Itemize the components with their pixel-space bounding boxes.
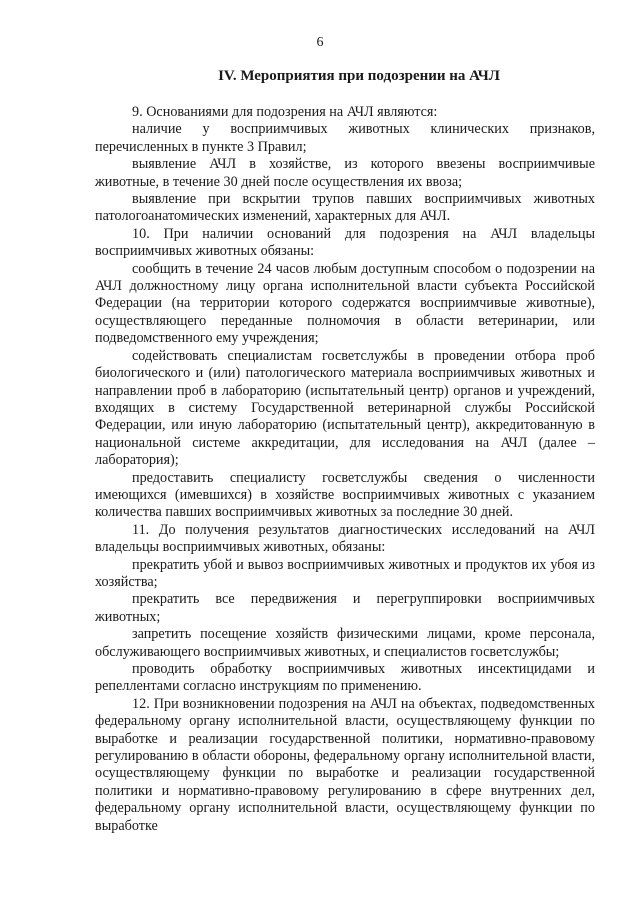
paragraph: сообщить в течение 24 часов любым доступным способом о подозрении на АЧЛ должностному лицу органа исполнительной власти субъекта Российской Федерации (на территории которого содержатся восприимчивые животные), осуществляющего переданные полномочия в области ветеринарии, или подведомственного ему учреждения; — [95, 260, 595, 347]
paragraph: 11. До получения результатов диагностических исследований на АЧЛ владельцы восприимчивых животных, обязаны: — [95, 521, 595, 556]
document-body — [95, 104, 595, 835]
paragraph: прекратить убой и вывоз восприимчивых животных и продуктов их убоя из хозяйства; — [95, 556, 595, 590]
paragraph: содействовать специалистам госветслужбы в проведении отбора проб биологического и (или) патологического материала восприимчивых животных и направлении проб в лабораторию (испытательный центр) органов и учреждений, входящих в систему Государственной ветеринарной службы Российской Федерации, или иную лабораторию (испытательный центр), аккредитованную в национальной системе аккредитации, для исследования на АЧЛ (далее – лаборатория); — [95, 347, 595, 469]
paragraph: проводить обработку восприимчивых животных инсектицидами и репеллентами согласно инструкциям по применению. — [95, 661, 595, 695]
section-heading: IV. Мероприятия при подозрении на АЧЛ — [218, 68, 500, 84]
paragraph: выявление при вскрытии трупов павших восприимчивых животных патологоанатомических изменений, характерных для АЧЛ. — [95, 191, 595, 225]
paragraph: предоставить специалисту госветслужбы сведения о численности имеющихся (имевшихся) в хозяйстве восприимчивых животных с указанием количества павших восприимчивых животных за последние 30 дней. — [95, 469, 595, 521]
paragraph: 9. Основаниями для подозрения на АЧЛ являются: — [132, 104, 438, 120]
page-number: 6 — [316, 35, 324, 50]
paragraph: 10. При наличии оснований для подозрения на АЧЛ владельцы восприимчивых животных обязаны: — [95, 225, 595, 260]
paragraph: выявление АЧЛ в хозяйстве, из которого ввезены восприимчивые животные, в течение 30 дней после осуществления их ввоза; — [95, 156, 595, 190]
paragraph: 12. При возникновении подозрения на АЧЛ на объектах, подведомственных федеральному органу исполнительной власти, осуществляющему функции по выработке и реализации государственной политики, нормативно-правовому регулированию в области обороны, федеральному органу исполнительной власти, осуществляющему функции по выработке и реализации государственной политики и нормативно-правовому регулированию в сфере внутренних дел, федеральному органу исполнительной власти, осуществляющему функции по выработке — [95, 695, 595, 834]
paragraph: запретить посещение хозяйств физическими лицами, кроме персонала, обслуживающего восприимчивых животных, и специалистов госветслужбы; — [95, 626, 595, 660]
paragraph: прекратить все передвижения и перегруппировки восприимчивых животных; — [95, 591, 595, 625]
paragraph: наличие у восприимчивых животных клинических признаков, перечисленных в пункте 3 Правил; — [95, 121, 595, 155]
